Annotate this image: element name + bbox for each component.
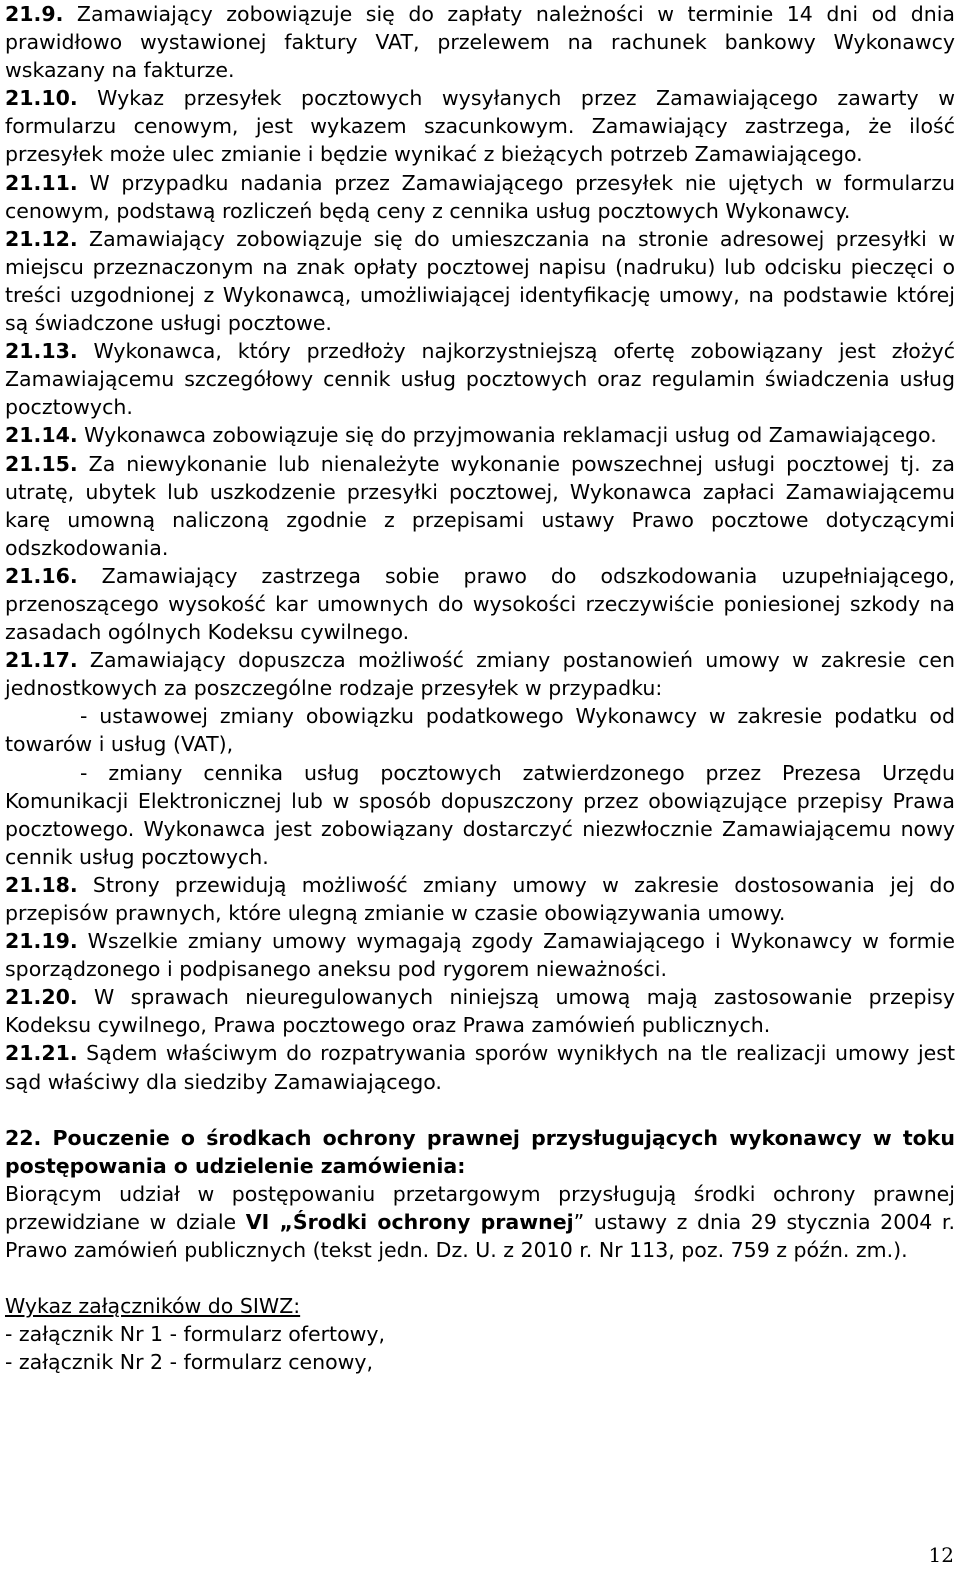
clause-21-20 <box>5 983 955 1039</box>
clause-21-17-bullet-1: - ustawowej zmiany obowiązku podatkowego Wykonawcy w zakresie podatku od towarów i usług (VAT), <box>5 704 955 757</box>
clause-21-17-bullet-2: - zmiany cennika usług pocztowych zatwierdzonego przez Prezesa Urzędu Komunikacji Elektronicznej lub w sposób dopuszczony przez obowiązujące przepisy Prawa pocztowego. Wykonawca jest zobowiązany dostarczyć niezwłocznie Zamawiającemu nowy cennik usług pocztowych. <box>5 760 955 869</box>
clause-number: 21.12. <box>5 226 78 251</box>
clause-number: 21.18. <box>5 872 78 897</box>
clause-21-12 <box>5 225 955 337</box>
section-22-text-before: Biorącym udział w postępowaniu przetargowym przysługują środki ochrony prawnej przewidziane w dziale <box>5 1181 955 1234</box>
clause-21-14 <box>5 421 955 449</box>
clause-text: Zamawiający zastrzega sobie prawo do odszkodowania uzupełniającego, przenoszącego wysokość kar umownych do wysokości rzeczywiście poniesionej szkody na zasadach ogólnych Kodeksu cywilnego. <box>5 563 955 645</box>
clause-21-10 <box>5 84 955 168</box>
section-spacer <box>5 1096 955 1124</box>
section-22-body <box>5 1180 955 1264</box>
clause-text: Sądem właściwym do rozpatrywania sporów wynikłych na tle realizacji umowy jest sąd właściwy dla siedziby Zamawiającego. <box>5 1041 955 1094</box>
clause-number: 21.19. <box>5 929 78 954</box>
clause-21-9 <box>5 0 955 84</box>
page-number: 12 <box>928 1543 954 1567</box>
clause-21-15 <box>5 450 955 562</box>
clause-number: 21.16. <box>5 563 78 588</box>
clause-number: 21.9. <box>5 2 64 26</box>
document-page <box>5 0 955 1376</box>
clause-21-11 <box>5 169 955 225</box>
clause-number: 21.17. <box>5 648 78 673</box>
clause-number: 21.15. <box>5 451 78 476</box>
clause-number: 21.20. <box>5 985 78 1010</box>
clause-21-18 <box>5 871 955 927</box>
clause-text: Zamawiający zobowiązuje się do zapłaty należności w terminie 14 dni od dnia prawidłowo wystawionej faktury VAT, przelewem na rachunek bankowy Wykonawcy wskazany na fakturze. <box>5 2 955 83</box>
clause-number: 21.13. <box>5 339 78 364</box>
clause-text: Zamawiający zobowiązuje się do umieszczania na stronie adresowej przesyłki w miejscu przeznaczonym na znak opłaty pocztowej napisu (nadruku) lub odcisku pieczęci o treści uzgodnionej z Wykonawcą, umożliwiającej identyfikację umowy, na podstawie której są świadczone usługi pocztowe. <box>5 226 955 336</box>
section-22-heading: 22. Pouczenie o środkach ochrony prawnej przysługujących wykonawcy w toku postępowania o udzielenie zamówienia: <box>5 1125 955 1178</box>
clause-text: Wykonawca, który przedłoży najkorzystniejszą ofertę zobowiązany jest złożyć Zamawiającemu szczegółowy cennik usług pocztowych oraz regulamin świadczenia usług pocztowych. <box>5 339 955 420</box>
clause-21-19 <box>5 927 955 983</box>
clause-text: Wykonawca zobowiązuje się do przyjmowania reklamacji usług od Zamawiającego. <box>77 423 937 448</box>
attachment-item: - załącznik Nr 1 - formularz ofertowy, <box>5 1322 386 1347</box>
clause-21-17 <box>5 646 955 702</box>
clause-text: Zamawiający dopuszcza możliwość zmiany postanowień umowy w zakresie cen jednostkowych za poszczególne rodzaje przesyłek w przypadku: <box>5 648 955 701</box>
clause-text: W przypadku nadania przez Zamawiającego przesyłek nie ujętych w formularzu cenowym, podstawą rozliczeń będą ceny z cennika usług pocztowych Wykonawcy. <box>5 170 955 223</box>
attachments-title: Wykaz załączników do SIWZ: <box>5 1294 301 1319</box>
clause-21-21 <box>5 1039 955 1095</box>
section-spacer <box>5 1264 955 1292</box>
clause-text: Strony przewidują możliwość zmiany umowy w zakresie dostosowania jej do przepisów prawnych, które ulegną zmianie w czasie obowiązywania umowy. <box>5 872 955 925</box>
clause-number: 21.11. <box>5 170 78 195</box>
clause-text: Za niewykonanie lub nienależyte wykonanie powszechnej usługi pocztowej tj. za utratę, ubytek lub uszkodzenie przesyłki pocztowej, Wykonawca zapłaci Zamawiającemu karę umowną naliczoną zgodnie z przepisami ustawy Prawo pocztowe dotyczącymi odszkodowania. <box>5 451 955 560</box>
clause-21-13 <box>5 337 955 421</box>
section-22-text-bold: VI „Środki ochrony prawnej <box>245 1209 574 1234</box>
clause-number: 21.14. <box>5 423 78 448</box>
clause-21-16 <box>5 562 955 646</box>
clause-text: W sprawach nieuregulowanych niniejszą umową mają zastosowanie przepisy Kodeksu cywilnego, Prawa pocztowego oraz Prawa zamówień publicznych. <box>5 985 955 1038</box>
clause-number: 21.10. <box>5 86 78 111</box>
clause-text: Wykaz przesyłek pocztowych wysyłanych przez Zamawiającego zawarty w formularzu cenowym, jest wykazem szacunkowym. Zamawiający zastrzega, że ilość przesyłek może ulec zmianie i będzie wynikać z bieżących potrzeb Zamawiającego. <box>5 86 955 167</box>
clause-number: 21.21. <box>5 1041 78 1066</box>
section-22-text-after: ” ustawy z dnia 29 stycznia 2004 r. Prawo zamówień publicznych (tekst jedn. Dz. U. z 2010 r. Nr 113, poz. 759 z późn. zm.). <box>5 1209 955 1263</box>
clause-text: Wszelkie zmiany umowy wymagają zgody Zamawiającego i Wykonawcy w formie sporządzonego i podpisanego aneksu pod rygorem nieważności. <box>5 929 955 982</box>
attachment-item: - załącznik Nr 2 - formularz cenowy, <box>5 1350 374 1375</box>
